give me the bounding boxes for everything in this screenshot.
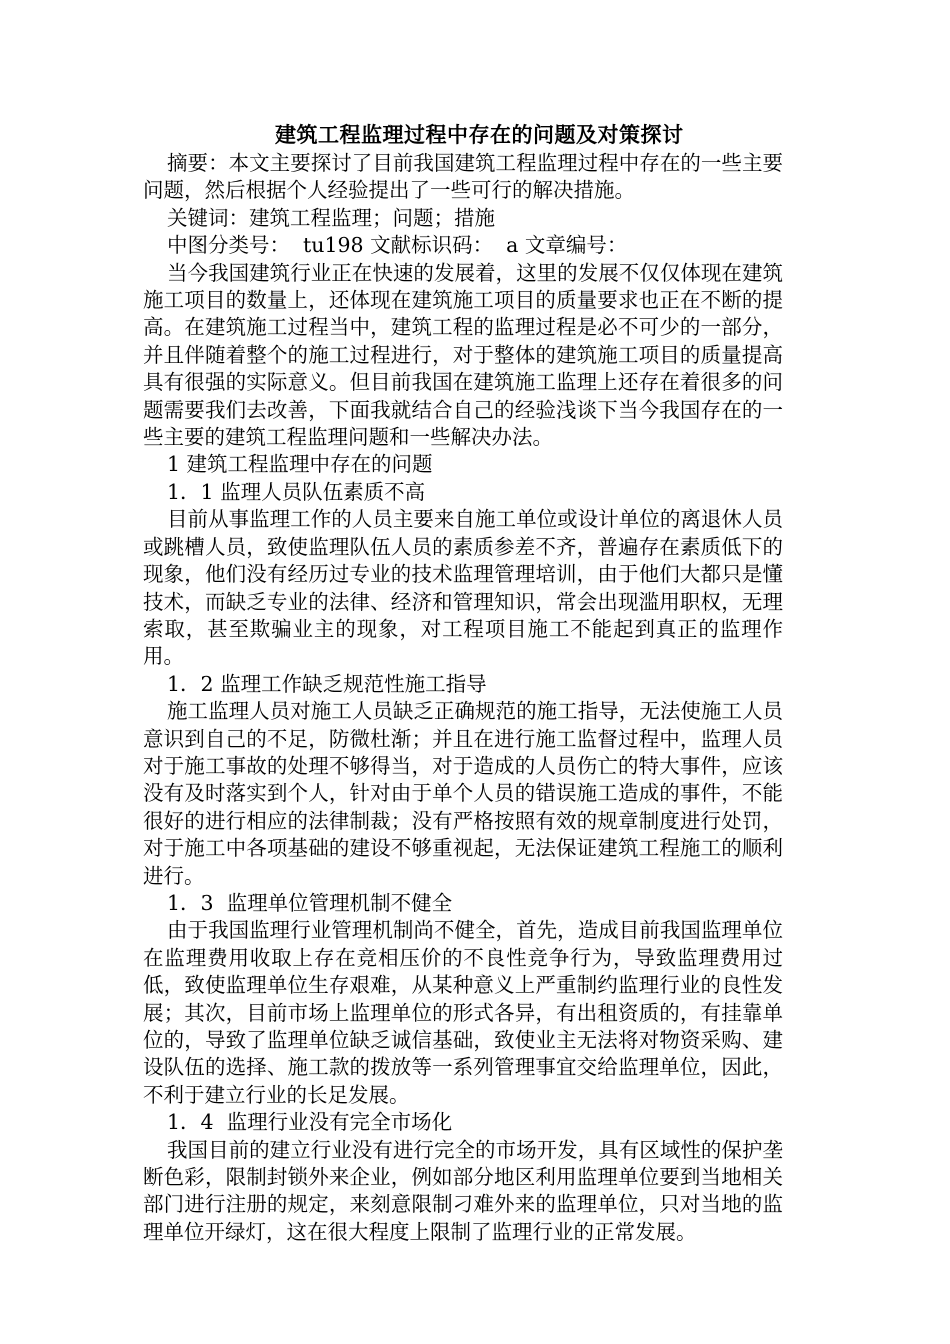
document-page — [143, 120, 783, 1246]
abstract-paragraph: 摘要：本文主要探讨了目前我国建筑工程监理过程中存在的一些主要问题，然后根据个人经验提出了一些可行的解决措施。 — [143, 151, 783, 203]
section-1-4-paragraph: 我国目前的建立行业没有进行完全的市场开发，具有区域性的保护垄断色彩，限制封锁外来企业，例如部分地区利用监理单位要到当地相关部门进行注册的规定，来刻意限制刁难外来的监理单位，只对当地的监理单位开绿灯，这在很大程度上限制了监理行业的正常发展。 — [143, 1137, 783, 1244]
intro-paragraph: 当今我国建筑行业正在快速的发展着，这里的发展不仅仅体现在建筑施工项目的数量上，还体现在建筑施工项目的质量要求也正在不断的提高。在建筑施工过程当中，建筑工程的监理过程是必不可少的一部分，并且伴随着整个的施工过程进行，对于整体的建筑施工项目的质量提高具有很强的实际意义。但目前我国在建筑施工监理上还存在着很多的问题需要我们去改善，下面我就结合自己的经验浅谈下当今我国存在的一些主要的建筑工程监理问题和一些解决办法。 — [143, 260, 783, 450]
section-1-3-paragraph: 由于我国监理行业管理机制尚不健全，首先，造成目前我国监理单位在监理费用收取上存在竞相压价的不良性竞争行为，导致监理费用过低，致使监理单位生存艰难，从某种意义上严重制约监理行业的良性发展；其次，目前市场上监理单位的形式各异，有出租资质的，有挂靠单位的，导致了监理单位缺乏诚信基础，致使业主无法将对物资采购、建设队伍的选择、施工款的拨放等一系列管理事宜交给监理单位，因此，不利于建立行业的长足发展。 — [143, 918, 783, 1107]
section-1-1-heading: 1．1 监理人员队伍素质不高 — [167, 479, 426, 504]
classification-line: 中图分类号： tu198 文献标识码： a 文章编号： — [167, 233, 628, 258]
document-title: 建筑工程监理过程中存在的问题及对策探讨 — [275, 123, 684, 147]
section-1-1-paragraph: 目前从事监理工作的人员主要来自施工单位或设计单位的离退休人员或跳槽人员，致使监理队伍人员的素质参差不齐，普遍存在素质低下的现象，他们没有经历过专业的技术监理管理培训，由于他们大都只是懂技术，而缺乏专业的法律、经济和管理知识，常会出现滥用职权，无理索取，甚至欺骗业主的现象，对工程项目施工不能起到真正的监理作用。 — [143, 507, 783, 669]
section-1-heading: 1 建筑工程监理中存在的问题 — [167, 452, 433, 477]
section-1-3-heading: 1．3 监理单位管理机制不健全 — [167, 890, 453, 915]
section-1-4-heading: 1．4 监理行业没有完全市场化 — [167, 1110, 453, 1135]
keywords-line: 关键词：建筑工程监理；问题；措施 — [167, 205, 495, 230]
section-1-2-paragraph: 施工监理人员对施工人员缺乏正确规范的施工指导，无法使施工人员意识到自己的不足，防微杜渐；并且在进行施工监督过程中，监理人员对于施工事故的处理不够得当，对于造成的人员伤亡的特大事件，应该没有及时落实到个人，针对由于单个人员的错误施工造成的事件，不能很好的进行相应的法律制裁；没有严格按照有效的规章制度进行处罚，对于施工中各项基础的建设不够重视起，无法保证建筑工程施工的顺利进行。 — [143, 699, 783, 888]
section-1-2-heading: 1．2 监理工作缺乏规范性施工指导 — [167, 671, 487, 696]
